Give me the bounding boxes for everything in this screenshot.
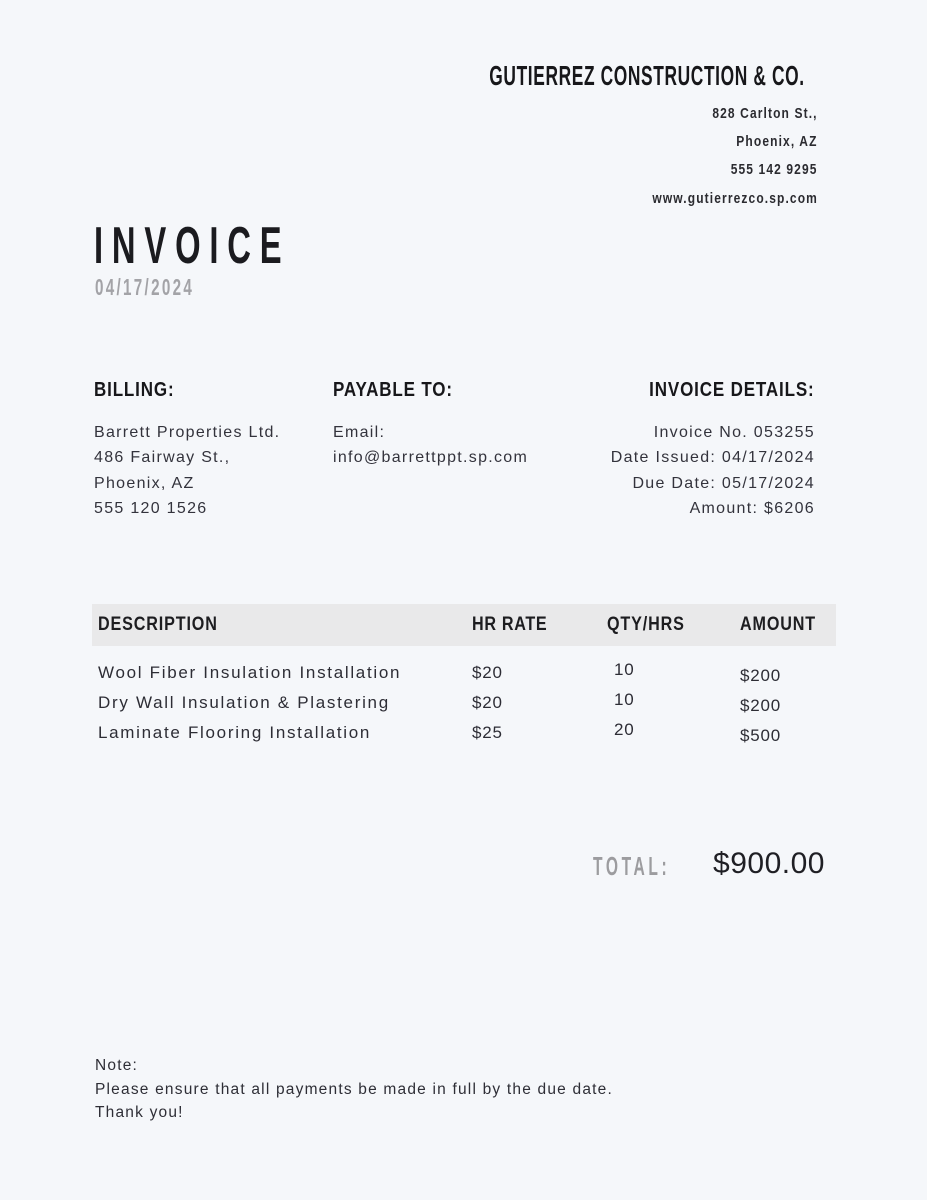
company-address	[611, 100, 818, 213]
note-section	[95, 1054, 613, 1125]
invoice-details-heading-text: INVOICE DETAILS:	[649, 379, 815, 401]
amount-due: Amount: $6206	[689, 499, 815, 517]
line-items-table	[92, 604, 836, 748]
page-title-text: INVOICE	[94, 217, 291, 275]
company-website-text: www.gutierrezco.sp.com	[652, 189, 818, 207]
table-header-row	[92, 604, 836, 646]
table-row	[92, 688, 836, 718]
table-row	[92, 718, 836, 748]
billing-street: 486 Fairway St.,	[94, 449, 231, 467]
header-hr-rate	[472, 614, 607, 636]
invoice-number: Invoice No. 053255	[653, 424, 815, 441]
payable-heading	[333, 378, 528, 402]
date-issued: Date Issued: 04/17/2024	[610, 449, 815, 467]
company-address-street-text: 828 Carlton St.,	[712, 105, 818, 122]
header-qty-hrs-text: QTY/HRS	[607, 614, 685, 635]
company-name: GUTIERREZ CONSTRUCTION & CO.	[489, 60, 805, 91]
billing-lines	[94, 420, 280, 521]
row-hr-rate: $25	[472, 723, 503, 742]
row-description: Dry Wall Insulation & Plastering	[98, 693, 390, 712]
row-qty-hrs: 10	[614, 660, 635, 679]
header-qty-hrs	[607, 614, 740, 636]
company-address-city	[611, 128, 818, 156]
billing-city: Phoenix, AZ	[94, 474, 195, 492]
row-hr-rate: $20	[472, 663, 503, 682]
invoice-details-heading	[611, 378, 815, 402]
row-amount: $200	[740, 666, 782, 685]
company-address-street	[611, 100, 818, 128]
invoice-date	[95, 272, 245, 302]
billing-heading-text: BILLING:	[94, 379, 175, 401]
note-thanks: Thank you!	[95, 1104, 184, 1122]
invoice-details-section	[611, 378, 815, 521]
payable-email-address: info@barrettppt.sp.com	[333, 449, 529, 467]
header-description-text: DESCRIPTION	[98, 614, 218, 635]
billing-section	[94, 378, 280, 521]
total-label	[593, 851, 722, 881]
billing-heading	[94, 378, 280, 402]
payable-heading-text: PAYABLE TO:	[333, 379, 453, 401]
invoice-date-text: 04/17/2024	[95, 274, 195, 300]
header-amount-text: AMOUNT	[740, 614, 816, 635]
note-body: Please ensure that all payments be made in full by the due date.	[95, 1080, 613, 1098]
company-website	[611, 185, 818, 213]
table-body	[92, 646, 836, 748]
header-description	[92, 614, 472, 636]
billing-phone: 555 120 1526	[94, 499, 208, 517]
table-row	[92, 658, 836, 688]
company-phone-text: 555 142 9295	[731, 161, 818, 179]
row-hr-rate: $20	[472, 693, 503, 712]
company-address-city-text: Phoenix, AZ	[736, 133, 818, 151]
due-date: Due Date: 05/17/2024	[632, 474, 815, 492]
row-qty-hrs: 10	[614, 690, 635, 709]
page-title	[94, 218, 406, 274]
row-qty-hrs: 20	[614, 720, 635, 739]
total-label-text: TOTAL:	[593, 851, 671, 881]
row-description: Laminate Flooring Installation	[98, 723, 372, 742]
payable-section	[333, 378, 528, 471]
company-phone	[611, 156, 818, 184]
row-amount: $500	[740, 726, 782, 745]
note-label: Note:	[95, 1057, 139, 1074]
header-amount	[740, 614, 836, 636]
total-value: $900.00	[713, 847, 825, 880]
header-hr-rate-text: HR RATE	[472, 614, 548, 635]
payable-lines	[333, 420, 528, 471]
invoice-details-lines	[611, 420, 815, 521]
billing-client-name: Barrett Properties Ltd.	[94, 424, 281, 441]
row-description: Wool Fiber Insulation Installation	[98, 663, 402, 682]
payable-email-label: Email:	[333, 424, 386, 441]
row-amount: $200	[740, 696, 782, 715]
